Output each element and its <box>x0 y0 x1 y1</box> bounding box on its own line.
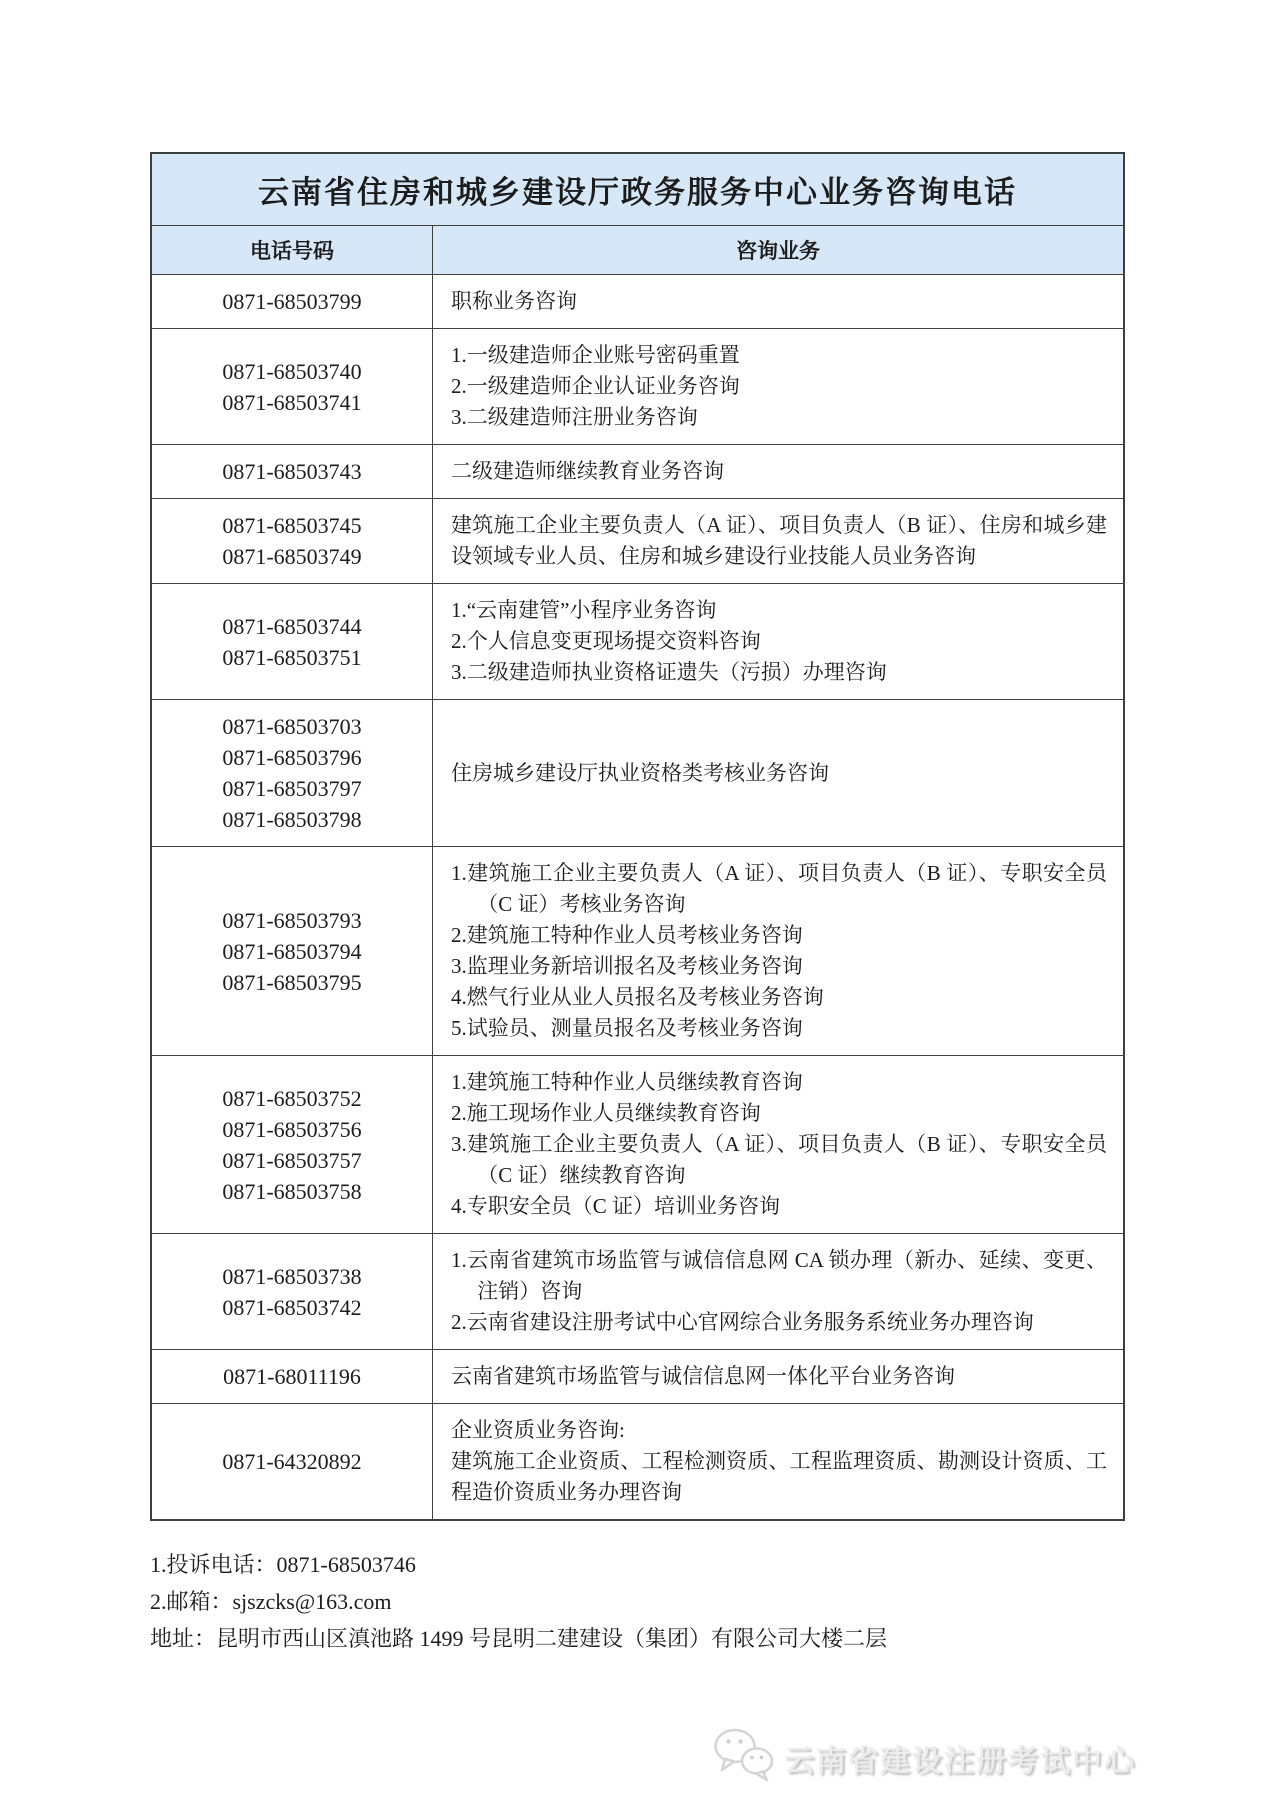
phone-number: 0871-68503703 <box>222 714 362 739</box>
phone-cell <box>151 700 433 847</box>
service-item: 5.试验员、测量员报名及考核业务咨询 <box>451 1016 803 1040</box>
service-cell <box>433 700 1125 847</box>
table-row <box>151 1404 1124 1521</box>
phone-number: 0871-68503757 <box>222 1147 362 1173</box>
phone-cell <box>151 275 433 329</box>
phone-number: 0871-68503758 <box>222 1178 362 1204</box>
service-item: 2.云南省建设注册考试中心官网综合业务服务系统业务办理咨询 <box>451 1310 1034 1334</box>
service-item: 3.二级建造师执业资格证遗失（污损）办理咨询 <box>451 660 887 684</box>
phone-number: 0871-68503738 <box>222 1263 362 1289</box>
phone-number: 0871-68011196 <box>223 1364 361 1389</box>
phone-number: 0871-68503793 <box>222 907 362 933</box>
service-item: 4.专职安全员（C 证）培训业务咨询 <box>451 1194 781 1218</box>
table-row <box>151 1350 1124 1404</box>
phone-number: 0871-68503744 <box>222 613 362 639</box>
wechat-icon <box>712 1726 776 1789</box>
phone-number: 0871-68503797 <box>222 776 362 801</box>
phone-cell <box>151 445 433 499</box>
phone-number: 0871-68503740 <box>222 358 362 384</box>
table-body <box>151 275 1124 1521</box>
service-cell <box>433 445 1125 499</box>
phone-number: 0871-68503741 <box>222 389 362 415</box>
header-row <box>151 226 1124 275</box>
phone-number: 0871-68503794 <box>222 938 362 964</box>
footer-note: 1.投诉电话：0871-68503746 <box>150 1552 416 1577</box>
phone-number: 0871-64320892 <box>222 1449 362 1474</box>
phone-number: 0871-68503743 <box>222 459 362 484</box>
phone-number: 0871-68503752 <box>222 1085 362 1111</box>
service-item: 建筑施工企业资质、工程检测资质、工程监理资质、勘测设计资质、工程造价资质业务办理咨询 <box>451 1449 1107 1504</box>
footer-notes <box>150 1546 887 1657</box>
service-cell <box>433 1404 1125 1521</box>
service-cell <box>433 1350 1125 1404</box>
phone-cell <box>151 1404 433 1521</box>
service-item: 二级建造师继续教育业务咨询 <box>451 459 724 483</box>
watermark <box>712 1726 1136 1789</box>
service-cell <box>433 1234 1125 1350</box>
footer-note: 地址：昆明市西山区滇池路 1499 号昆明二建建设（集团）有限公司大楼二层 <box>150 1626 888 1651</box>
service-item: 1.云南省建筑市场监管与诚信信息网 CA 锁办理（新办、延续、变更、注销）咨询 <box>451 1248 1107 1303</box>
service-item: 1.“云南建管”小程序业务咨询 <box>451 598 717 622</box>
service-item: 职称业务咨询 <box>451 289 577 313</box>
phone-number: 0871-68503745 <box>222 513 362 538</box>
service-item: 3.监理业务新培训报名及考核业务咨询 <box>451 954 803 978</box>
column-header-phone: 电话号码 <box>151 226 433 275</box>
service-item: 3.二级建造师注册业务咨询 <box>451 405 698 429</box>
table-row <box>151 1056 1124 1234</box>
table-row <box>151 700 1124 847</box>
phone-cell <box>151 1056 433 1234</box>
phone-cell <box>151 329 433 445</box>
service-item: 4.燃气行业从业人员报名及考核业务咨询 <box>451 985 824 1009</box>
phone-number: 0871-68503798 <box>222 807 362 832</box>
table-row <box>151 445 1124 499</box>
service-cell <box>433 275 1125 329</box>
service-item: 3.建筑施工企业主要负责人（A 证）、项目负责人（B 证）、专职安全员（C 证）继续教育咨询 <box>451 1132 1107 1187</box>
table-row <box>151 847 1124 1056</box>
service-item: 2.施工现场作业人员继续教育咨询 <box>451 1101 761 1125</box>
phone-number: 0871-68503799 <box>222 289 362 314</box>
service-item: 企业资质业务咨询: <box>451 1418 625 1442</box>
title-row <box>151 153 1124 226</box>
phone-number: 0871-68503756 <box>222 1116 362 1142</box>
service-item: 云南省建筑市场监管与诚信信息网一体化平台业务咨询 <box>451 1364 955 1388</box>
service-cell <box>433 1056 1125 1234</box>
service-item: 2.个人信息变更现场提交资料咨询 <box>451 629 761 653</box>
phone-cell <box>151 1234 433 1350</box>
table-row <box>151 329 1124 445</box>
phone-number: 0871-68503742 <box>222 1294 362 1320</box>
phone-number: 0871-68503749 <box>222 544 362 569</box>
phone-cell <box>151 499 433 584</box>
service-item: 1.建筑施工企业主要负责人（A 证）、项目负责人（B 证）、专职安全员（C 证）考核业务咨询 <box>451 861 1107 916</box>
watermark-label: 云南省建设注册考试中心 <box>784 1744 1136 1778</box>
service-item: 2.一级建造师企业认证业务咨询 <box>451 374 740 398</box>
phone-directory-document <box>150 152 1125 1521</box>
service-item: 1.一级建造师企业账号密码重置 <box>451 343 740 367</box>
service-cell <box>433 584 1125 700</box>
table-row <box>151 1234 1124 1350</box>
table-title: 云南省住房和城乡建设厅政务服务中心业务咨询电话 <box>151 153 1124 226</box>
service-item: 建筑施工企业主要负责人（A 证）、项目负责人（B 证）、住房和城乡建设领域专业人员、住房和城乡建设行业技能人员业务咨询 <box>451 513 1107 568</box>
footer-note: 2.邮箱：sjszcks@163.com <box>150 1589 392 1614</box>
phone-cell <box>151 847 433 1056</box>
table-row <box>151 584 1124 700</box>
service-cell <box>433 329 1125 445</box>
phone-cell <box>151 1350 433 1404</box>
phone-number: 0871-68503751 <box>222 644 362 670</box>
phone-number: 0871-68503796 <box>222 745 362 770</box>
service-cell <box>433 847 1125 1056</box>
table-row <box>151 499 1124 584</box>
phone-cell <box>151 584 433 700</box>
service-cell <box>433 499 1125 584</box>
service-item: 住房城乡建设厅执业资格类考核业务咨询 <box>451 760 829 785</box>
service-item: 2.建筑施工特种作业人员考核业务咨询 <box>451 923 803 947</box>
phone-directory-table <box>150 152 1125 1521</box>
service-item: 1.建筑施工特种作业人员继续教育咨询 <box>451 1070 803 1094</box>
phone-number: 0871-68503795 <box>222 969 362 995</box>
table-row <box>151 275 1124 329</box>
column-header-service: 咨询业务 <box>433 226 1125 275</box>
